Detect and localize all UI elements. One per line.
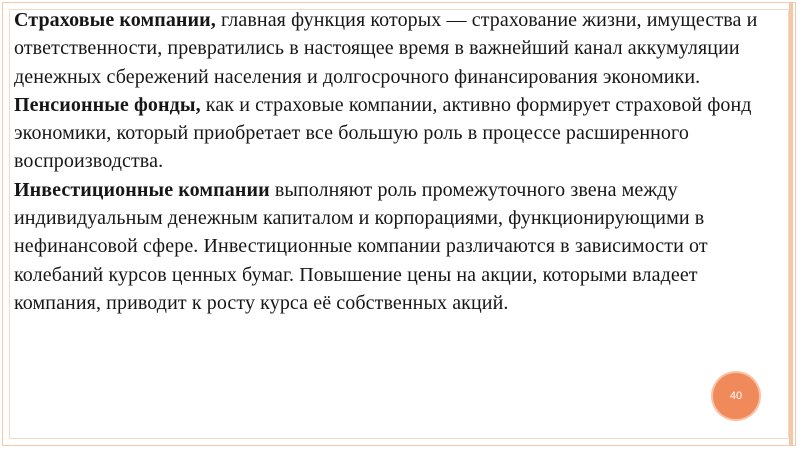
page-number-badge — [713, 373, 759, 419]
paragraph-investment — [14, 176, 764, 317]
term-pension: Пенсионные фонды, — [14, 93, 201, 116]
text-pension: как и страховые компании, активно формирует страховой фонд экономики, который приобретает все большую роль в процессе расширенного воспроизводства. — [14, 93, 752, 173]
term-insurance: Страховые компании, — [14, 9, 216, 31]
term-investment: Инвестиционные компании — [14, 178, 270, 201]
paragraph-pension — [14, 91, 764, 176]
slide-body — [14, 6, 764, 317]
decorative-stripe — [789, 2, 793, 446]
paragraph-insurance — [14, 6, 764, 91]
page-number: 40 — [729, 390, 743, 402]
text-insurance: главная функция которых — страхование жизни, имущества и ответственности, превратились в настоящее время в важнейший канал аккумуляции денежных сбережений населения и долгосрочного финансирования экономики. — [14, 9, 758, 88]
text-investment: выполняют роль промежуточного звена между индивидуальным денежным капиталом и корпорациями, функционирующими в нефинансовой сфере. Инвестиционные компании различаются в зависимости от колебаний курсов ценных бумаг. Повышение цены на акции, которыми владеет компания, приводит к росту курса её собственных акций. — [14, 178, 708, 314]
